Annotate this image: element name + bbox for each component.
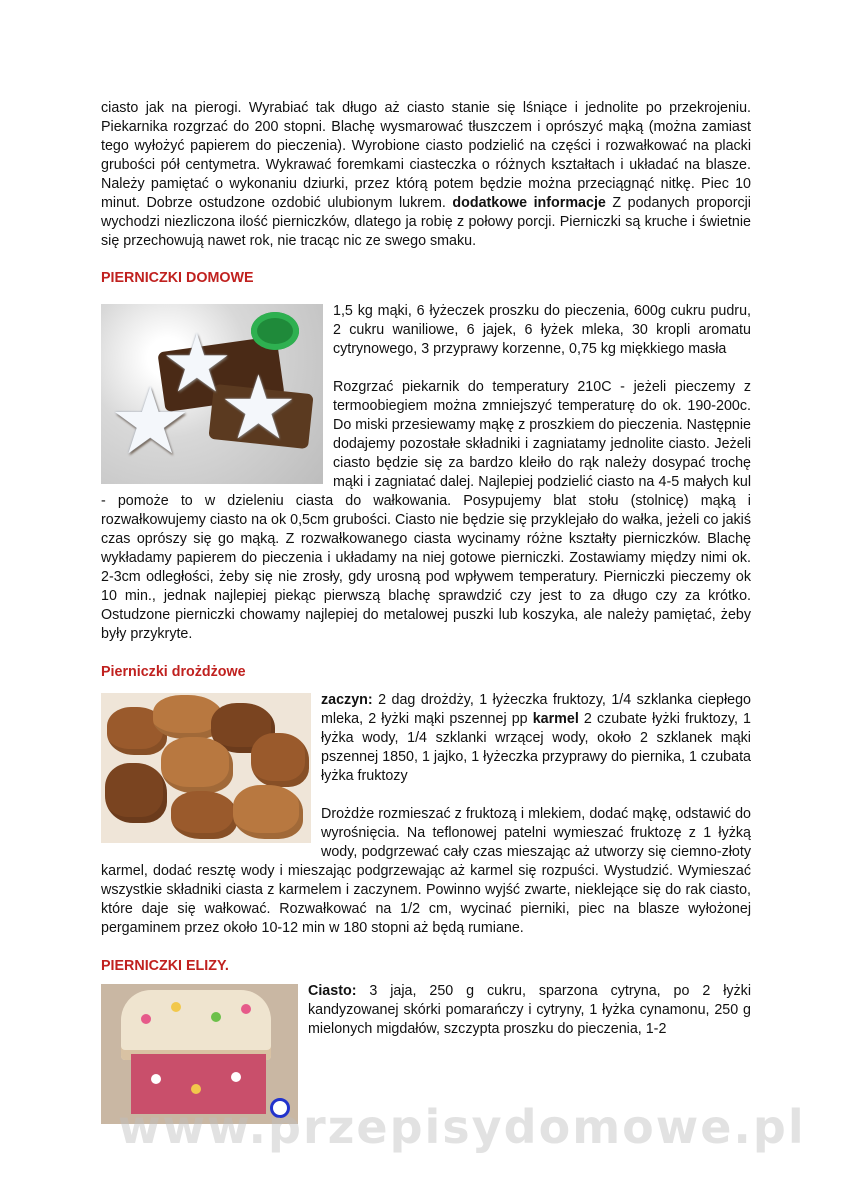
intro-bold-label: dodatkowe informacje — [452, 195, 606, 211]
section1-ingredients: 1,5 kg mąki, 6 łyżeczek proszku do pieczenia, 600g cukru pudru, 2 cukru waniliowe, 6 jajek, 6 łyżek mleka, 30 kropli aromatu cytrynowego, 3 przyprawy korzenne, 0,75 kg miękkiego masła — [333, 303, 751, 357]
intro-text-b: Z podanych proporcji wychodzi niezliczona ilość pierniczków, dlatego ja robię z połowy porcji. Pierniczki są kruche i świetnie się przechowują nawet rok, nie tracąc nic ze swego smaku. — [101, 195, 751, 249]
section2-bold-word: karmel — [532, 711, 579, 727]
section2-label: zaczyn: — [321, 692, 373, 708]
cinnamon-stars-image: ★ ★ ★ — [101, 304, 323, 484]
document-page — [101, 99, 751, 1128]
magnifier-icon — [270, 1098, 290, 1118]
section-pierniczki-elizy — [101, 957, 751, 1128]
watermark: www.przepisydomowe.pl — [118, 1100, 806, 1154]
yeast-gingerbread-image — [101, 693, 311, 843]
section2-ingredients-b: 2 czubate łyżki fruktozy, 1 łyżka wody, 1/4 szklanki wrzącej wody, około 2 szklanek mąki pszennej 1850, 1 jajko, 1 łyżeczka przyprawy do piernika, 1 czubata łyżka fruktozy — [321, 711, 751, 784]
section3-label: Ciasto: — [308, 983, 357, 999]
section1-title: PIERNICZKI DOMOWE — [101, 270, 254, 286]
section3-ingredients-text: 3 jaja, 250 g cukru, sparzona cytryna, po 2 łyżki kandyzowanej skórki pomarańczy i cytryny, 1 łyżka cynamonu, 250 g mielonych migdałów, szczypta proszku do pieczenia, 1-2 — [308, 983, 751, 1037]
gingerbread-house-image — [101, 984, 298, 1124]
section-pierniczki-drozdzowe — [101, 663, 751, 938]
section2-title: Pierniczki drożdżowe — [101, 664, 246, 680]
section1-method: Rozgrzać piekarnik do temperatury 210C - jeżeli pieczemy z termoobiegiem można zmniejszyć temperaturę do ok. 190-200c. Do miski przesiewamy mąkę z proszkiem do pieczenia. Następnie dodajemy pozostałe składniki i zagniatamy jednolite ciasto. Jeżeli ciasto będzie się za bardzo kleiło do rąk należy dosypać trochę mąki i zagniatać dalej. Najlepiej podzielić ciasto na 4-5 małych kul - pomoże to w dzieleniu ciasta do wałkowania. Posypujemy blat stołu (stolnicę) mąką i rozwałkowujemy ciasto na ok 0,5cm grubości. Ciasto nie będzie się przyklejało do wałka, jeżeli co jakiś czas oprószy się go mąką. Z rozwałkowanego ciasta wycinamy różne kształty pierniczków. Blachę wykładamy papierem do pieczenia i układamy na niej gotowe pierniczki. Zostawiamy między nimi ok. 2-3cm odległości, żeby się nie zrosły, gdy urosną pod wpływem temperatury. Pierniczki pieczemy ok 10 min., jednak najlepiej piekąc pierwszą blachę sprawdzić czy jest to za długo czy za krótko. Ostudzone pierniczki chowamy najlepiej do metalowej puszki lub koszyka, ale należy pamiętać, żeby były przykryte. — [101, 379, 752, 642]
section3-title: PIERNICZKI ELIZY. — [101, 958, 229, 974]
section-pierniczki-domowe — [101, 269, 751, 644]
intro-paragraph — [101, 99, 751, 251]
intro-text-a: ciasto jak na pierogi. Wyrabiać tak długo aż ciasto stanie się lśniące i jednolite po przekrojeniu. Piekarnika rozgrzać do 200 stopni. Blachę wysmarować tłuszczem i oprószyć mąką (można zamiast tego wyłożyć papierem do pieczenia). Wyrobione ciasto podzielić na części i rozwałkować na placki grubości pół centymetra. Wykrawać foremkami ciasteczka o różnych kształtach i układać na blasze. Należy pamiętać o wykonaniu dziurki, przez którą potem będzie można przeciągnąć nitkę. Piec 10 minut. Dobrze ostudzone ozdobić ulubionym lukrem. — [101, 100, 751, 211]
section2-ingredients-a: 2 dag drożdży, 1 łyżeczka fruktozy, 1/4 szklanka ciepłego mleka, 2 łyżki mąki pszennej pp — [321, 692, 751, 727]
section2-method: Drożdże rozmieszać z fruktozą i mlekiem, dodać mąkę, odstawić do wyrośnięcia. Na teflonowej patelni wymieszać fruktozę z 1 łyżką wody, podgrzewać cały czas mieszając aż utworzy się ciemno-złoty karmel, dodać resztę wody i mieszając podgrzewając aż karmel się rozpuści. Wystudzić. Wymieszać wszystkie składniki ciasta z karmelem i zaczynem. Powinno wyjść zwarte, nieklejące się do rak ciasto, które daje się wałkować. Rozwałkować na 1/2 cm, wycinać pierniki, piec na blasze wyłożonej pergaminem przez około 10-12 min w 180 stopni aż będą rumiane. — [101, 806, 751, 936]
